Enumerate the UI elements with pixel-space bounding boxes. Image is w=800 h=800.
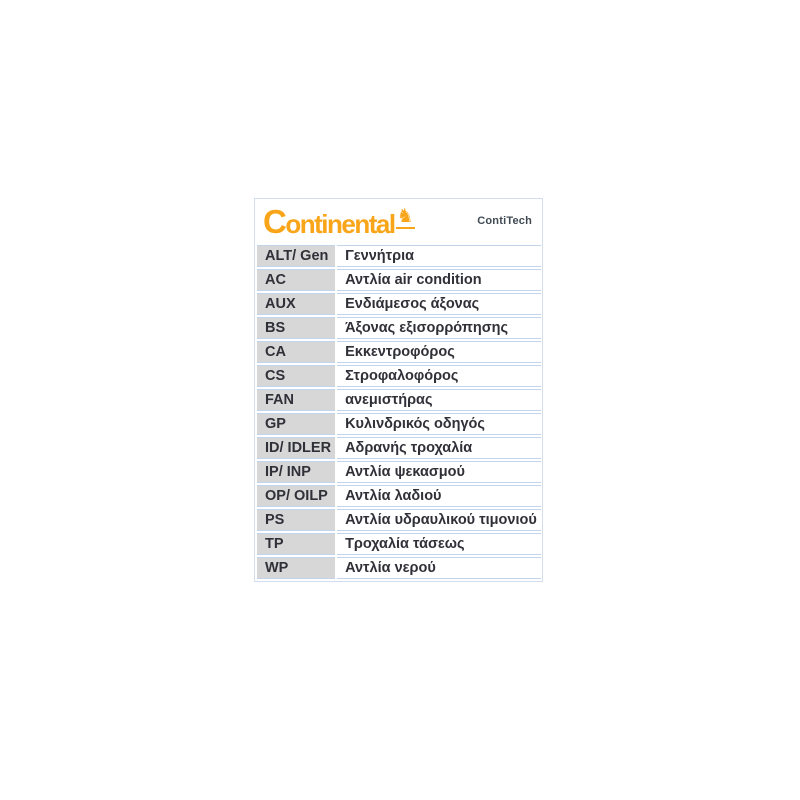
abbreviation-description: Αντλία λαδιού bbox=[337, 485, 541, 507]
table-row bbox=[257, 413, 541, 435]
table-row bbox=[257, 341, 541, 363]
abbreviation-code: CA bbox=[257, 341, 335, 363]
abbreviation-code: BS bbox=[257, 317, 335, 339]
abbreviation-code: ID/ IDLER bbox=[257, 437, 335, 459]
table-row bbox=[257, 245, 541, 267]
abbreviation-code: PS bbox=[257, 509, 335, 531]
table-row bbox=[257, 509, 541, 531]
table-row bbox=[257, 557, 541, 579]
abbreviation-description: Αντλία νερού bbox=[337, 557, 541, 579]
abbreviation-description: Κυλινδρικός οδηγός bbox=[337, 413, 541, 435]
abbreviation-code: CS bbox=[257, 365, 335, 387]
abbreviation-code: AUX bbox=[257, 293, 335, 315]
horse-underline bbox=[396, 207, 415, 229]
table-row bbox=[257, 389, 541, 411]
abbreviation-description: ανεμιστήρας bbox=[337, 389, 541, 411]
contitech-logo: ContiTech bbox=[477, 215, 532, 227]
abbreviation-code: TP bbox=[257, 533, 335, 555]
abbreviation-description: Τροχαλία τάσεως bbox=[337, 533, 541, 555]
continental-logo bbox=[263, 202, 415, 240]
continental-wordmark: Continental bbox=[263, 202, 395, 240]
abbreviation-description: Αδρανής τροχαλία bbox=[337, 437, 541, 459]
abbreviation-description: Αντλία ψεκασμού bbox=[337, 461, 541, 483]
table-row bbox=[257, 533, 541, 555]
table-row bbox=[257, 317, 541, 339]
abbreviation-description: Άξονας εξισορρόπησης bbox=[337, 317, 541, 339]
table-row bbox=[257, 269, 541, 291]
table-row bbox=[257, 437, 541, 459]
abbreviation-description: Ενδιάμεσος άξονας bbox=[337, 293, 541, 315]
abbreviation-code: OP/ OILP bbox=[257, 485, 335, 507]
abbreviation-code: GP bbox=[257, 413, 335, 435]
abbreviation-legend-card bbox=[254, 198, 543, 582]
abbreviation-code: WP bbox=[257, 557, 335, 579]
rearing-horse-icon: ♞ bbox=[396, 205, 414, 227]
abbreviation-description: Αντλία air condition bbox=[337, 269, 541, 291]
abbreviation-code: AC bbox=[257, 269, 335, 291]
abbreviation-description: Αντλία υδραυλικού τιμονιού bbox=[337, 509, 541, 531]
table-row bbox=[257, 293, 541, 315]
abbreviation-table-body bbox=[257, 245, 541, 579]
abbreviation-description: Εκκεντροφόρος bbox=[337, 341, 541, 363]
table-row bbox=[257, 461, 541, 483]
card-header bbox=[255, 199, 542, 243]
abbreviation-description: Γεννήτρια bbox=[337, 245, 541, 267]
abbreviation-code: ALT/ Gen bbox=[257, 245, 335, 267]
abbreviation-code: FAN bbox=[257, 389, 335, 411]
abbreviation-table bbox=[255, 243, 543, 581]
table-row bbox=[257, 365, 541, 387]
table-row bbox=[257, 485, 541, 507]
abbreviation-description: Στροφαλοφόρος bbox=[337, 365, 541, 387]
abbreviation-code: IP/ INP bbox=[257, 461, 335, 483]
